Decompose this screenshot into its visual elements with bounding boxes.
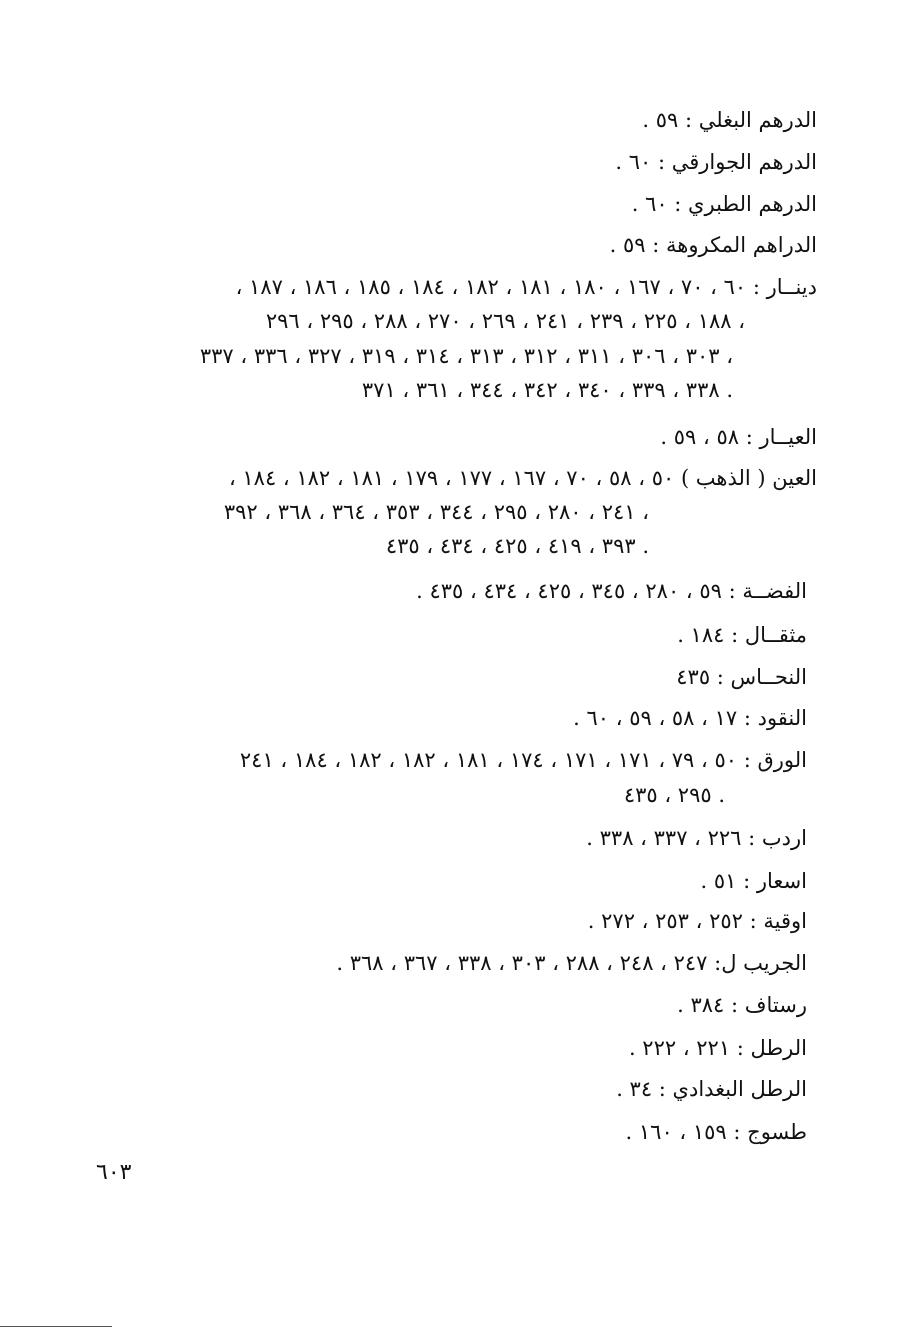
index-entry-line: العيــار : ٥٨ ، ٥٩ . [660,425,817,449]
index-entry-continuation: ٣٠٣ ، ٣٠٦ ، ٣١١ ، ٣١٢ ، ٣١٣ ، ٣١٤ ، ٣١٩ ، ٣٢٧ ، ٣٣٦ ، ٣٣٧ ، [199,344,733,368]
index-entry-line: الدرهم الجوارقي : ٦٠ . [615,150,817,174]
index-entry-line: اسعار : ٥١ . [700,869,807,893]
index-entry-line: الرطل : ٢٢١ ، ٢٢٢ . [628,1036,807,1060]
index-entry-line: الفضــة : ٥٩ ، ٢٨٠ ، ٣٤٥ ، ٤٢٥ ، ٤٣٤ ، ٤٣٥ . [416,579,807,603]
index-entry-line: النحــاس : ٤٣٥ [676,665,807,689]
index-entry-line: الرطل البغدادي : ٣٤ . [616,1077,807,1101]
index-entry-line: دينــار : ٦٠ ، ٧٠ ، ١٦٧ ، ١٨٠ ، ١٨١ ، ١٨٢ ، ١٨٤ ، ١٨٥ ، ١٨٦ ، ١٨٧ ، [235,275,817,299]
index-entry-line: الجريب ل: ٢٤٧ ، ٢٤٨ ، ٢٨٨ ، ٣٠٣ ، ٣٣٨ ، ٣٦٧ ، ٣٦٨ . [336,951,807,975]
page-number: ٦٠٣ [96,1160,132,1185]
index-entry-continuation: ٣٩٣ ، ٤١٩ ، ٤٢٥ ، ٤٣٤ ، ٤٣٥ . [385,534,649,558]
index-entry-continuation: ٣٣٨ ، ٣٣٩ ، ٣٤٠ ، ٣٤٢ ، ٣٤٤ ، ٣٦١ ، ٣٧١ . [361,378,733,402]
index-entry-line: الدرهم البغلي : ٥٩ . [642,108,817,132]
index-entry-line: الدراهم المكروهة : ٥٩ . [609,233,817,257]
index-entry-continuation: ٢٩٥ ، ٤٣٥ . [623,783,725,807]
index-entry-continuation: ١٨٨ ، ٢٢٥ ، ٢٣٩ ، ٢٤١ ، ٢٦٩ ، ٢٧٠ ، ٢٨٨ ، ٢٩٥ ، ٢٩٦ ، [265,309,745,333]
index-entry-continuation: ٢٤١ ، ٢٨٠ ، ٢٩٥ ، ٣٤٤ ، ٣٥٣ ، ٣٦٤ ، ٣٦٨ ، ٣٩٢ ، [223,500,649,524]
index-entry-line: النقود : ١٧ ، ٥٨ ، ٥٩ ، ٦٠ . [573,706,807,730]
index-entry-line: الورق : ٥٠ ، ٧٩ ، ١٧١ ، ١٧١ ، ١٧٤ ، ١٨١ ، ١٨٢ ، ١٨٢ ، ١٨٤ ، ٢٤١ [239,748,807,772]
bottom-rule [0,1326,112,1327]
index-entry-line: الدرهم الطبري : ٦٠ . [631,192,817,216]
index-entry-line: اردب : ٢٢٦ ، ٣٣٧ ، ٣٣٨ . [586,826,807,850]
index-entry-line: رستاف : ٣٨٤ . [677,993,807,1017]
index-entry-line: مثقــال : ١٨٤ . [677,623,807,647]
index-entry-line: اوقية : ٢٥٢ ، ٢٥٣ ، ٢٧٢ . [587,909,807,933]
index-entry-line: طسوج : ١٥٩ ، ١٦٠ . [625,1120,807,1144]
index-entry-line: العين ( الذهب ) ٥٠ ، ٥٨ ، ٧٠ ، ١٦٧ ، ١٧٧ ، ١٧٩ ، ١٨١ ، ١٨٢ ، ١٨٤ ، [228,466,817,490]
